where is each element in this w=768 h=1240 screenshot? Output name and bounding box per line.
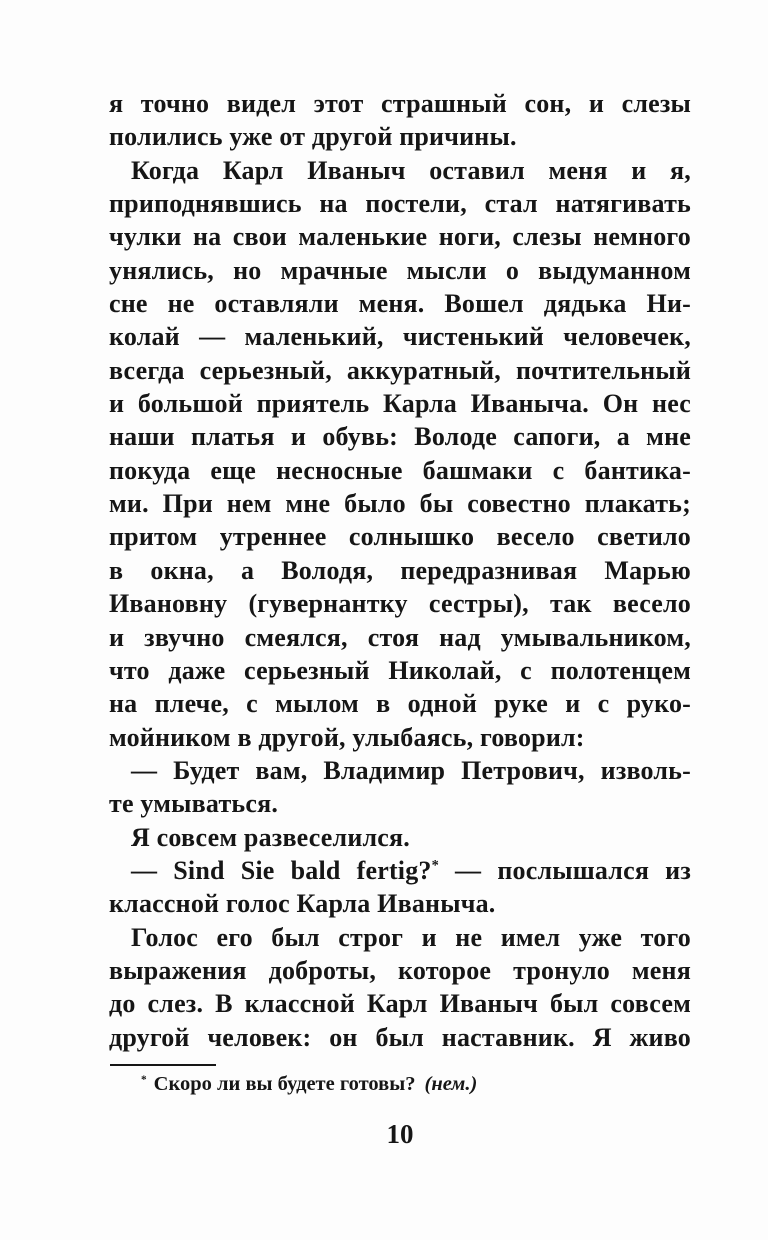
paragraph: [109, 821, 691, 854]
text-line: покуда еще несносные башмаки с бантика-: [109, 455, 691, 485]
text-line: Я совсем развеселился.: [131, 822, 410, 852]
footnote: [109, 1071, 691, 1098]
text-line: Ивановну (гувернантку сестры), так весело: [109, 589, 691, 619]
footnote-divider: [110, 1064, 216, 1066]
text-line: выражения доброты, которое тронуло меня: [109, 955, 691, 985]
text-line: на плече, с мылом в одной руке и с руко-: [109, 689, 691, 719]
text-line: — Будет вам, Владимир Петрович, изволь-: [131, 755, 691, 785]
paragraph: [109, 87, 691, 154]
paragraph: [109, 921, 691, 1054]
text-line: притом утреннее солнышко весело светило: [109, 522, 691, 552]
text-line: наши платья и обувь: Володе сапоги, а мне: [109, 422, 691, 452]
text-line: — Sind Sie bald fertig?* — послышался из: [131, 855, 691, 885]
footnote-reference: *: [431, 857, 439, 874]
text-line: другой человек: он был наставник. Я живо: [109, 1022, 691, 1052]
text-line: мойником в другой, улыбаясь, говорил:: [109, 722, 585, 752]
text-line: приподнявшись на постели, стал натягивать: [109, 189, 691, 219]
text-line: полились уже от другой причины.: [109, 122, 517, 152]
text-line: что даже серьезный Николай, с полотенцем: [109, 655, 691, 685]
text-line: и большой приятель Карла Иваныча. Он нес: [109, 389, 691, 419]
text-line: классной голос Карла Иваныча.: [109, 889, 496, 919]
text-line: Голос его был строг и не имел уже того: [131, 922, 691, 952]
text-line: ми. При нем мне было бы совестно плакать;: [109, 489, 691, 519]
text-line: чулки на свои маленькие ноги, слезы немного: [109, 222, 691, 252]
text-line: Когда Карл Иваныч оставил меня и я,: [131, 155, 691, 185]
footnote-marker: *: [141, 1073, 147, 1086]
paragraph: [109, 854, 691, 921]
text-line: я точно видел этот страшный сон, и слезы: [109, 89, 691, 118]
text-line: до слез. В классной Карл Иваныч был совсем: [109, 989, 691, 1019]
text-line: те умываться.: [109, 789, 279, 819]
footnote-text: Скоро ли вы будете готовы?: [153, 1073, 416, 1095]
text-line: всегда серьезный, аккуратный, почтительный: [109, 355, 691, 385]
text-line: и звучно смеялся, стоя над умывальником,: [109, 622, 691, 652]
text-line: колай — маленький, чистенький человечек,: [109, 322, 691, 352]
text-line: в окна, а Володя, передразнивая Марью: [109, 555, 691, 585]
paragraph: [109, 754, 691, 821]
text-line: сне не оставляли меня. Вошел дядька Ни-: [109, 289, 691, 319]
page-number: 10: [386, 1119, 414, 1149]
text-line: унялись, но мрачные мысли о выдуманном: [109, 255, 691, 285]
text-column: [109, 87, 691, 1054]
footnote-language-note: (нем.): [424, 1073, 478, 1095]
paragraph: [109, 154, 691, 754]
